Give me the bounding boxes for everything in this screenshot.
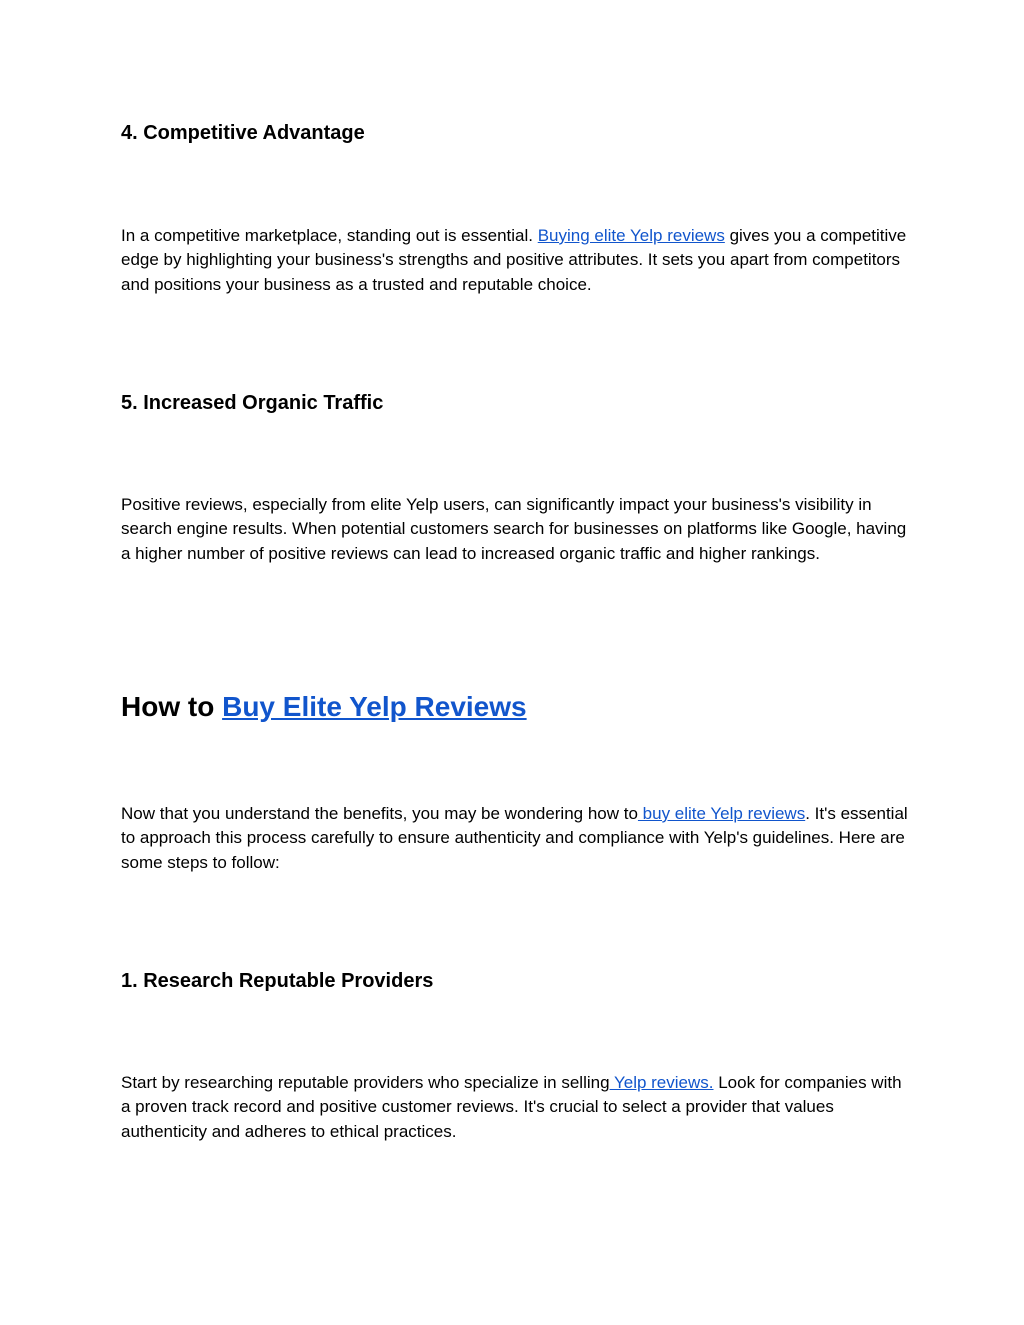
buy-elite-yelp-reviews-link[interactable]: buy elite Yelp reviews <box>637 804 806 823</box>
section-research-providers <box>121 969 911 993</box>
paragraph-text: In a competitive marketplace, standing out is essential. <box>121 226 538 245</box>
buying-elite-yelp-reviews-link[interactable]: Buying elite Yelp reviews <box>537 226 725 245</box>
section-organic-traffic <box>121 391 911 415</box>
heading-prefix: How to <box>121 691 223 722</box>
buy-elite-yelp-reviews-heading-link[interactable]: Buy Elite Yelp Reviews <box>222 691 527 722</box>
yelp-reviews-link[interactable]: Yelp reviews. <box>609 1073 714 1092</box>
paragraph-competitive-advantage <box>121 224 911 297</box>
paragraph-research-providers <box>121 1071 911 1144</box>
section-competitive-advantage <box>121 121 911 145</box>
heading-research-providers: 1. Research Reputable Providers <box>121 970 434 992</box>
heading-competitive-advantage: 4. Competitive Advantage <box>121 122 365 144</box>
paragraph-text: Positive reviews, especially from elite Yelp users, can significantly impact your business's visibility in search engine results. When potential customers search for businesses on platforms like Google, having a higher number of positive reviews can lead to increased organic traffic and higher rankings. <box>121 495 907 563</box>
heading-organic-traffic: 5. Increased Organic Traffic <box>121 392 384 414</box>
paragraph-how-to-buy <box>121 802 911 875</box>
paragraph-text: Look for companies with a proven track record and positive customer reviews. It's crucial to select a provider that values authenticity and adheres to ethical practices. <box>121 1073 902 1141</box>
heading-how-to-buy <box>121 690 911 724</box>
paragraph-text: Start by researching reputable providers who specialize in selling <box>121 1073 610 1092</box>
paragraph-text: Now that you understand the benefits, you may be wondering how to <box>121 804 638 823</box>
paragraph-organic-traffic <box>121 493 911 566</box>
paragraph-text: . It's essential to approach this process carefully to ensure authenticity and compliance with Yelp's guidelines. Here are some steps to follow: <box>121 804 908 872</box>
paragraph-text: gives you a competitive edge by highlighting your business's strengths and positive attributes. It sets you apart from competitors and positions your business as a trusted and reputable choice. <box>121 226 907 294</box>
section-how-to-buy <box>121 690 911 724</box>
